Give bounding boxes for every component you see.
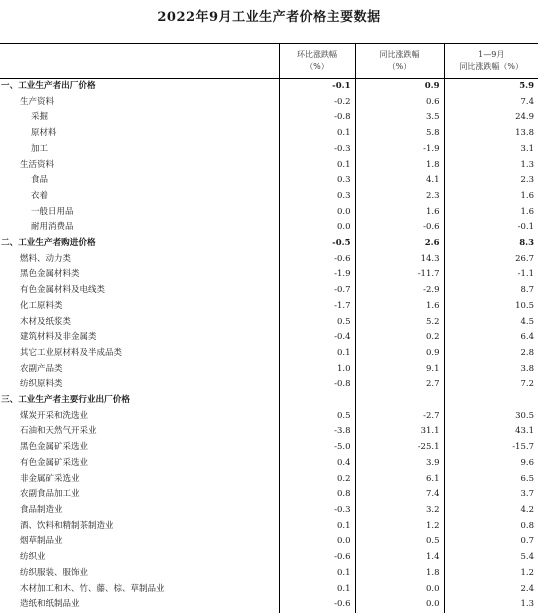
- row-yoy-value: 1.8: [355, 566, 444, 582]
- row-ytd-value: 1.6: [444, 189, 538, 205]
- table-row: [0, 377, 538, 393]
- row-yoy-value: 2.7: [355, 377, 444, 393]
- row-yoy-value: [355, 393, 444, 409]
- row-ytd-value: 3.8: [444, 362, 538, 378]
- row-mom-value: 0.0: [279, 534, 355, 550]
- row-yoy-value: 0.6: [355, 95, 444, 111]
- table-row: [0, 299, 538, 315]
- table-row: [0, 456, 538, 472]
- section-row: [0, 393, 538, 409]
- row-ytd-value: 30.5: [444, 409, 538, 425]
- page-title: 2022年9月工业生产者价格主要数据: [157, 10, 381, 25]
- row-mom-value: 0.3: [279, 173, 355, 189]
- row-label: 木材及纸浆类: [20, 316, 72, 327]
- row-yoy-value: 1.6: [355, 299, 444, 315]
- table-row: [0, 189, 538, 205]
- row-mom-value: 0.3: [279, 189, 355, 205]
- table-row: [0, 330, 538, 346]
- table-row: [0, 472, 538, 488]
- row-mom-value: -0.4: [279, 330, 355, 346]
- table-row: [0, 534, 538, 550]
- row-label: 农副产品类: [20, 363, 63, 374]
- row-label: 有色金属矿采选业: [20, 457, 89, 468]
- table-row: [0, 220, 538, 236]
- table-row: [0, 173, 538, 189]
- row-mom-value: -3.8: [279, 424, 355, 440]
- row-yoy-value: 3.5: [355, 110, 444, 126]
- row-mom-value: -0.1: [279, 79, 355, 95]
- row-label: 纺织业: [20, 552, 46, 563]
- row-ytd-value: 13.8: [444, 126, 538, 142]
- row-label: 化工原料类: [20, 300, 63, 311]
- row-label: 燃料、动力类: [20, 253, 72, 264]
- row-yoy-value: 1.2: [355, 519, 444, 535]
- header-yoy-line2: （%）: [387, 62, 412, 71]
- row-label: 衣着: [31, 190, 49, 201]
- table-row: [0, 252, 538, 268]
- table-row: [0, 409, 538, 425]
- row-yoy-value: 1.6: [355, 205, 444, 221]
- row-label: 纺织原料类: [20, 379, 63, 390]
- row-ytd-value: -1.1: [444, 267, 538, 283]
- table-row: [0, 582, 538, 598]
- table-row: [0, 267, 538, 283]
- header-mom: [279, 44, 355, 79]
- row-label: 生活资料: [20, 159, 55, 170]
- row-label: 非金属矿采选业: [20, 473, 80, 484]
- row-ytd-value: 1.2: [444, 566, 538, 582]
- row-yoy-value: 5.8: [355, 126, 444, 142]
- row-ytd-value: 9.6: [444, 456, 538, 472]
- row-label: 一般日用品: [31, 206, 74, 217]
- table-row: [0, 503, 538, 519]
- row-mom-value: -0.5: [279, 236, 355, 252]
- header-yoy: [355, 44, 444, 79]
- row-mom-value: 0.1: [279, 158, 355, 174]
- table-row: [0, 110, 538, 126]
- row-ytd-value: 0.7: [444, 534, 538, 550]
- row-ytd-value: 1.3: [444, 597, 538, 613]
- row-label: 烟草制品业: [20, 536, 63, 547]
- row-ytd-value: 10.5: [444, 299, 538, 315]
- row-mom-value: -1.7: [279, 299, 355, 315]
- table-row: [0, 440, 538, 456]
- row-ytd-value: 3.1: [444, 142, 538, 158]
- header-ytd-line1: 1—9月: [478, 50, 505, 59]
- row-yoy-value: 4.1: [355, 173, 444, 189]
- row-mom-value: -0.6: [279, 550, 355, 566]
- table-row: [0, 362, 538, 378]
- row-mom-value: -5.0: [279, 440, 355, 456]
- row-label: 农副食品加工业: [20, 489, 80, 500]
- row-label: 黑色金属材料类: [20, 269, 80, 280]
- row-mom-value: -0.6: [279, 252, 355, 268]
- row-yoy-value: 0.2: [355, 330, 444, 346]
- row-ytd-value: 3.7: [444, 487, 538, 503]
- row-label: 原材料: [31, 128, 57, 139]
- row-mom-value: 1.0: [279, 362, 355, 378]
- row-yoy-value: 0.9: [355, 79, 444, 95]
- row-ytd-value: 7.2: [444, 377, 538, 393]
- row-ytd-value: -0.1: [444, 220, 538, 236]
- row-yoy-value: 2.6: [355, 236, 444, 252]
- header-yoy-line1: 同比涨跌幅: [379, 50, 420, 59]
- row-label: 耐用消费品: [31, 222, 74, 233]
- row-label: 黑色金属矿采选业: [20, 442, 89, 453]
- row-mom-value: 0.2: [279, 472, 355, 488]
- row-ytd-value: 2.3: [444, 173, 538, 189]
- table-row: [0, 519, 538, 535]
- header-ytd-line2: 同比涨跌幅（%）: [459, 62, 524, 71]
- row-label: 纺织服装、服饰业: [20, 567, 89, 578]
- row-ytd-value: 4.5: [444, 315, 538, 331]
- row-label: 酒、饮料和精制茶制造业: [20, 520, 114, 531]
- row-label: 建筑材料及非金属类: [20, 332, 97, 343]
- row-yoy-value: 6.1: [355, 472, 444, 488]
- row-mom-value: 0.5: [279, 409, 355, 425]
- header-label-column: [0, 44, 279, 79]
- table-row: [0, 283, 538, 299]
- table-row: [0, 158, 538, 174]
- row-mom-value: -0.2: [279, 95, 355, 111]
- row-ytd-value: 8.3: [444, 236, 538, 252]
- header-mom-line1: 环比涨跌幅: [297, 50, 337, 59]
- table-row: [0, 550, 538, 566]
- row-mom-value: 0.0: [279, 220, 355, 236]
- table-row: [0, 597, 538, 613]
- table-row: [0, 566, 538, 582]
- row-yoy-value: 0.9: [355, 346, 444, 362]
- row-mom-value: -0.3: [279, 503, 355, 519]
- row-mom-value: 0.1: [279, 582, 355, 598]
- row-mom-value: -0.7: [279, 283, 355, 299]
- row-label: 石油和天然气开采业: [20, 426, 97, 437]
- row-yoy-value: 1.4: [355, 550, 444, 566]
- table-row: [0, 95, 538, 111]
- row-mom-value: 0.8: [279, 487, 355, 503]
- row-label: 煤炭开采和洗选业: [20, 410, 89, 421]
- row-label: 木材加工和木、竹、藤、棕、草制品业: [20, 583, 165, 594]
- row-mom-value: 0.1: [279, 346, 355, 362]
- row-label: 其它工业原材料及半成品类: [20, 347, 123, 358]
- row-mom-value: 0.1: [279, 519, 355, 535]
- row-ytd-value: 2.4: [444, 582, 538, 598]
- row-yoy-value: 7.4: [355, 487, 444, 503]
- row-ytd-value: 1.6: [444, 205, 538, 221]
- row-mom-value: -0.6: [279, 597, 355, 613]
- row-label: 一、工业生产者出厂价格: [1, 81, 96, 91]
- row-ytd-value: 6.4: [444, 330, 538, 346]
- row-yoy-value: -2.9: [355, 283, 444, 299]
- row-ytd-value: [444, 393, 538, 409]
- table-row: [0, 346, 538, 362]
- row-mom-value: -1.9: [279, 267, 355, 283]
- section-row: [0, 236, 538, 252]
- row-yoy-value: 5.2: [355, 315, 444, 331]
- row-ytd-value: 43.1: [444, 424, 538, 440]
- table-row: [0, 142, 538, 158]
- row-ytd-value: 6.5: [444, 472, 538, 488]
- row-yoy-value: 9.1: [355, 362, 444, 378]
- row-yoy-value: 31.1: [355, 424, 444, 440]
- row-mom-value: 0.5: [279, 315, 355, 331]
- table-row: [0, 424, 538, 440]
- row-label: 加工: [31, 143, 49, 154]
- row-label: 生产资料: [20, 96, 55, 107]
- row-label: 三、工业生产者主要行业出厂价格: [1, 395, 130, 406]
- row-yoy-value: -2.7: [355, 409, 444, 425]
- row-mom-value: 0.4: [279, 456, 355, 472]
- row-yoy-value: -11.7: [355, 267, 444, 283]
- row-mom-value: 0.0: [279, 205, 355, 221]
- table-row: [0, 487, 538, 503]
- row-yoy-value: 3.2: [355, 503, 444, 519]
- row-mom-value: [279, 393, 355, 409]
- row-yoy-value: -25.1: [355, 440, 444, 456]
- section-row: [0, 79, 538, 95]
- header-mom-line2: （%）: [305, 62, 329, 71]
- row-mom-value: 0.1: [279, 126, 355, 142]
- row-ytd-value: 7.4: [444, 95, 538, 111]
- row-yoy-value: -0.6: [355, 220, 444, 236]
- row-mom-value: 0.1: [279, 566, 355, 582]
- row-ytd-value: 4.2: [444, 503, 538, 519]
- row-label: 有色金属材料及电线类: [20, 285, 106, 296]
- row-yoy-value: -1.9: [355, 142, 444, 158]
- row-yoy-value: 0.0: [355, 582, 444, 598]
- row-ytd-value: 5.4: [444, 550, 538, 566]
- table-row: [0, 315, 538, 331]
- row-label: 采掘: [31, 112, 49, 123]
- row-yoy-value: 3.9: [355, 456, 444, 472]
- row-yoy-value: 2.3: [355, 189, 444, 205]
- header-ytd: [444, 44, 538, 79]
- row-yoy-value: 0.0: [355, 597, 444, 613]
- row-mom-value: -0.8: [279, 377, 355, 393]
- table-row: [0, 126, 538, 142]
- table-row: [0, 205, 538, 221]
- row-ytd-value: 0.8: [444, 519, 538, 535]
- row-ytd-value: 1.3: [444, 158, 538, 174]
- table-body: [0, 79, 538, 613]
- row-mom-value: -0.3: [279, 142, 355, 158]
- row-ytd-value: 8.7: [444, 283, 538, 299]
- row-yoy-value: 14.3: [355, 252, 444, 268]
- row-mom-value: -0.8: [279, 110, 355, 126]
- table-header-row: [0, 44, 538, 79]
- row-ytd-value: 24.9: [444, 110, 538, 126]
- row-ytd-value: 5.9: [444, 79, 538, 95]
- row-ytd-value: -15.7: [444, 440, 538, 456]
- row-label: 食品制造业: [20, 504, 63, 515]
- row-label: 食品: [31, 175, 49, 186]
- row-label: 二、工业生产者购进价格: [1, 238, 96, 249]
- row-yoy-value: 0.5: [355, 534, 444, 550]
- row-yoy-value: 1.8: [355, 158, 444, 174]
- row-label: 造纸和纸制品业: [20, 599, 80, 610]
- row-ytd-value: 2.8: [444, 346, 538, 362]
- price-data-table: [0, 43, 538, 613]
- row-ytd-value: 26.7: [444, 252, 538, 268]
